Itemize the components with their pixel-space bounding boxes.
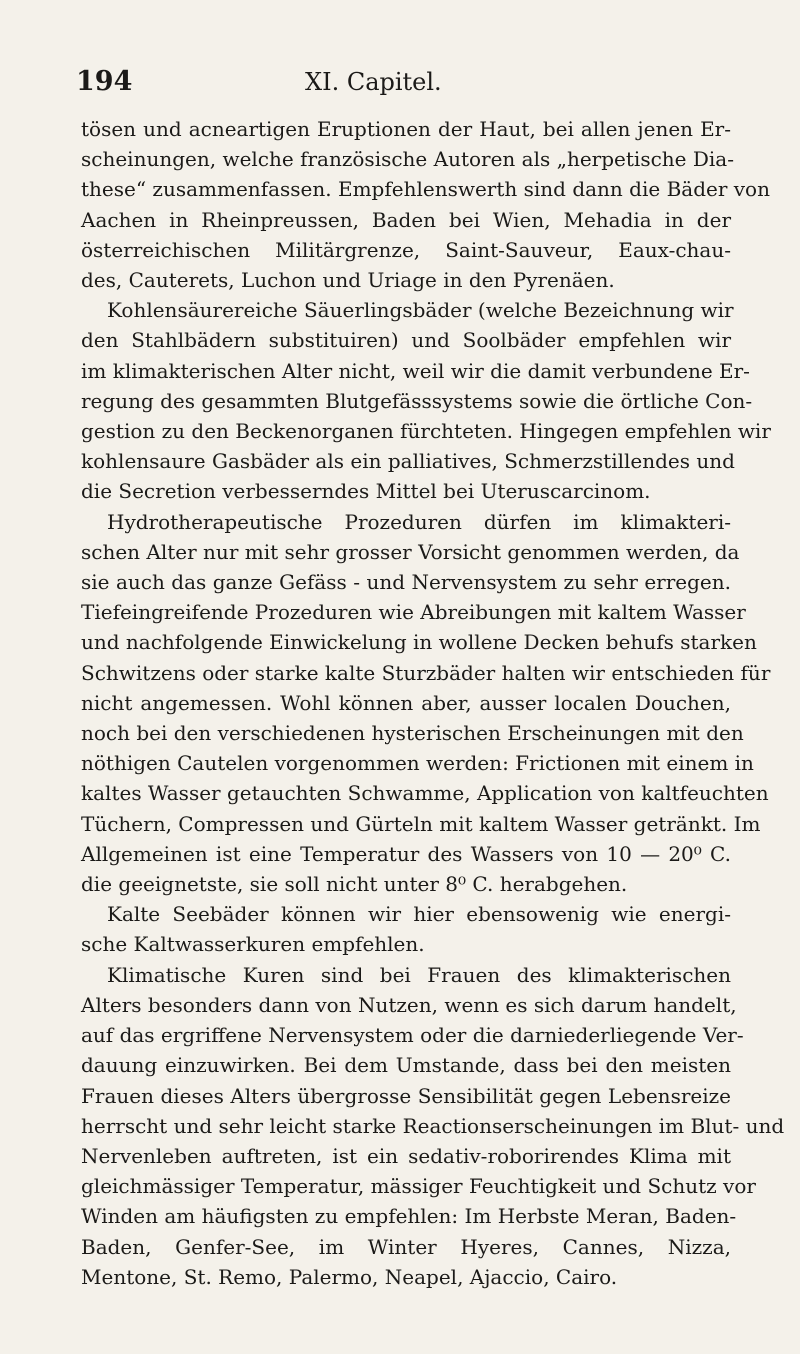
- text-line: Aachen in Rheinpreussen, Baden bei Wien, Mehadia in der: [81, 207, 731, 232]
- text-line: sche Kaltwasserkuren empfehlen.: [81, 932, 425, 957]
- text-line: kohlensaure Gasbäder als ein palliatives, Schmerzstillendes und: [81, 449, 735, 474]
- text-line: Winden am häufigsten zu empfehlen: Im Herbste Meran, Baden-: [81, 1204, 737, 1229]
- text-line: nöthigen Cautelen vorgenommen werden: Frictionen mit einem in: [81, 751, 754, 776]
- text-line: Klimatische Kuren sind bei Frauen des klimakterischen: [107, 962, 731, 987]
- text-line: sie auch das ganze Gefäss - und Nervensystem zu sehr erregen.: [81, 570, 731, 595]
- text-line: die Secretion verbesserndes Mittel bei Uteruscarcinom.: [81, 479, 651, 504]
- text-line: dauung einzuwirken. Bei dem Umstande, dass bei den meisten: [81, 1053, 731, 1078]
- text-line: gestion zu den Beckenorganen fürchteten. Hingegen empfehlen wir: [81, 419, 771, 444]
- text-line: noch bei den verschiedenen hysterischen Erscheinungen mit den: [81, 721, 744, 746]
- text-line: Tüchern, Compressen und Gürteln mit kaltem Wasser getränkt. Im: [81, 811, 761, 836]
- text-line: nicht angemessen. Wohl können aber, ausser localen Douchen,: [81, 690, 731, 715]
- text-line: den Stahlbädern substituiren) und Soolbäder empfehlen wir: [81, 328, 731, 353]
- text-line: these“ zusammenfassen. Empfehlenswerth sind dann die Bäder von: [81, 177, 770, 202]
- text-line: scheinungen, welche französische Autoren als „herpetische Dia-: [81, 147, 734, 172]
- page-header: [0, 60, 800, 100]
- text-line: die geeignetste, sie soll nicht unter 8⁰ C. herabgehen.: [81, 872, 628, 897]
- text-line: herrscht und sehr leicht starke Reactionserscheinungen im Blut- und: [81, 1113, 785, 1138]
- text-line: Nervenleben auftreten, ist ein sedativ-roborirendes Klima mit: [81, 1143, 731, 1168]
- text-line: und nachfolgende Einwickelung in wollene Decken behufs starken: [81, 630, 757, 655]
- text-line: Baden, Genfer-See, im Winter Hyeres, Cannes, Nizza,: [81, 1234, 731, 1259]
- text-line: auf das ergriffene Nervensystem oder die darniederliegende Ver-: [81, 1023, 744, 1048]
- text-line: Schwitzens oder starke kalte Sturzbäder halten wir entschieden für: [81, 660, 771, 685]
- text-line: österreichischen Militärgrenze, Saint-Sauveur, Eaux-chau-: [81, 237, 731, 262]
- running-head: XI. Capitel.: [305, 68, 442, 96]
- text-line: Tiefeingreifende Prozeduren wie Abreibungen mit kaltem Wasser: [81, 600, 746, 625]
- page-number: 194: [76, 66, 133, 97]
- text-line: Hydrotherapeutische Prozeduren dürfen im klimakteri-: [107, 509, 731, 534]
- text-line: gleichmässiger Temperatur, mässiger Feuchtigkeit und Schutz vor: [81, 1174, 756, 1199]
- text-line: kaltes Wasser getauchten Schwamme, Application von kaltfeuchten: [81, 781, 769, 806]
- text-line: regung des gesammten Blutgefässsystems sowie die örtliche Con-: [81, 388, 753, 413]
- text-line: Frauen dieses Alters übergrosse Sensibilität gegen Lebensreize: [81, 1083, 731, 1108]
- text-line: schen Alter nur mit sehr grosser Vorsicht genommen werden, da: [81, 539, 740, 564]
- text-line: Kalte Seebäder können wir hier ebensowenig wie energi-: [107, 902, 731, 927]
- text-line: Kohlensäurereiche Säuerlingsbäder (welche Bezeichnung wir: [107, 298, 734, 323]
- text-line: im klimakterischen Alter nicht, weil wir die damit verbundene Er-: [81, 358, 750, 383]
- text-line: Mentone, St. Remo, Palermo, Neapel, Ajaccio, Cairo.: [81, 1264, 618, 1289]
- text-line: Allgemeinen ist eine Temperatur des Wassers von 10 — 20⁰ C.: [81, 841, 731, 866]
- text-line: des, Cauterets, Luchon und Uriage in den Pyrenäen.: [81, 268, 615, 293]
- body-text: [81, 114, 785, 1292]
- text-line: tösen und acneartigen Eruptionen der Haut, bei allen jenen Er-: [81, 117, 731, 141]
- text-line: Alters besonders dann von Nutzen, wenn es sich darum handelt,: [81, 992, 737, 1017]
